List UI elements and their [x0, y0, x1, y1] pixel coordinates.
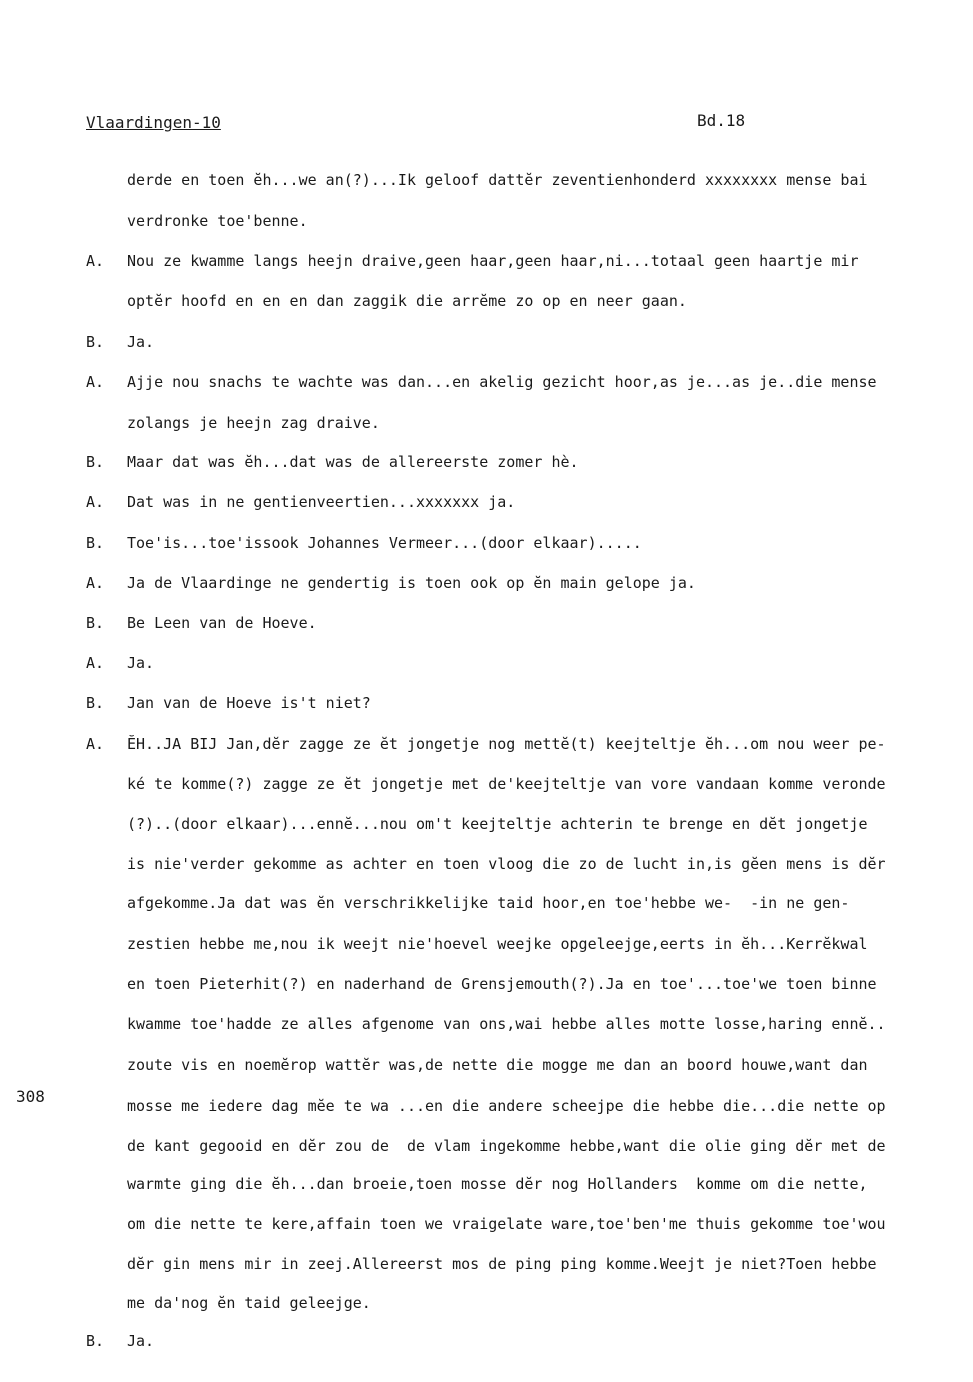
speaker-label: A.: [86, 574, 105, 592]
margin-page-number: 308: [16, 1087, 45, 1106]
line-text: warmte ging die ĕh...dan broeie,toen mosse dĕr nog Hollanders komme om die nette,: [127, 1175, 868, 1193]
line-text: is nie'verder gekomme as achter en toen vloog die zo de lucht in,is gĕen mens is dĕr: [127, 855, 886, 873]
line-text: dĕr gin mens mir in zeej.Allereerst mos de ping ping komme.Weejt je niet?Toen hebbe: [127, 1255, 877, 1273]
line-text: Dat was in ne gentienveertien...xxxxxxx ja.: [127, 493, 516, 511]
speaker-label: A.: [86, 373, 105, 391]
speaker-label: A.: [86, 735, 105, 753]
line-text: de kant gegooid en dĕr zou de de vlam ingekomme hebbe,want die olie ging dĕr met de: [127, 1137, 886, 1155]
line-text: mosse me iedere dag mĕe te wa ...en die andere scheejpe die hebbe die...die nette op: [127, 1097, 886, 1115]
line-text: me da'nog ĕn taid geleejge.: [127, 1294, 371, 1312]
line-text: ké te komme(?) zagge ze ĕt jongetje met de'keejteltje van vore vandaan komme veronde: [127, 775, 886, 793]
line-text: derde en toen ĕh...we an(?)...Ik geloof dattĕr zeventienhonderd xxxxxxxx mense bai: [127, 171, 868, 189]
speaker-label: A.: [86, 493, 105, 511]
speaker-label: B.: [86, 453, 105, 471]
line-text: verdronke toe'benne.: [127, 212, 308, 230]
line-text: om die nette te kere,affain toen we vraigelate ware,toe'ben'me thuis gekomme toe'wou: [127, 1215, 886, 1233]
line-text: Ja.: [127, 1332, 155, 1350]
line-text: Ja.: [127, 654, 155, 672]
line-text: afgekomme.Ja dat was ĕn verschrikkelijke taid hoor,en toe'hebbe we- -in ne gen-: [127, 894, 850, 912]
line-text: Ja de Vlaardinge ne gendertig is toen ook op ĕn main gelope ja.: [127, 574, 696, 592]
line-text: kwamme toe'hadde ze alles afgenome van ons,wai hebbe alles motte losse,haring ennĕ..: [127, 1015, 886, 1033]
line-text: Ajje nou snachs te wachte was dan...en akelig gezicht hoor,as je...as je..die mense: [127, 373, 877, 391]
line-text: Toe'is...toe'issook Johannes Vermeer...(door elkaar).....: [127, 534, 642, 552]
line-text: optĕr hoofd en en en dan zaggik die arrĕme zo op en neer gaan.: [127, 292, 687, 310]
line-text: zolangs je heejn zag draive.: [127, 414, 380, 432]
line-text: zestien hebbe me,nou ik weejt nie'hoevel weejke opgeleejge,eerts in ĕh...Kerrĕkwal: [127, 935, 868, 953]
line-text: (?)..(door elkaar)...ennĕ...nou om't keejteltje achterin te brenge en dĕt jongetje: [127, 815, 868, 833]
line-text: en toen Pieterhit(?) en naderhand de Grensjemouth(?).Ja en toe'...toe'we toen binne: [127, 975, 877, 993]
line-text: Be Leen van de Hoeve.: [127, 614, 317, 632]
document-location-header: Vlaardingen-10: [86, 113, 221, 132]
line-text: Jan van de Hoeve is't niet?: [127, 694, 371, 712]
line-text: Maar dat was ĕh...dat was de allereerste zomer hè.: [127, 453, 579, 471]
speaker-label: B.: [86, 694, 105, 712]
speaker-label: A.: [86, 654, 105, 672]
speaker-label: B.: [86, 534, 105, 552]
line-text: Ja.: [127, 333, 155, 351]
speaker-label: B.: [86, 1332, 105, 1350]
volume-page-header: Bd.18: [697, 111, 746, 130]
line-text: zoute vis en noemĕrop wattĕr was,de nette die mogge me dan an boord houwe,want dan: [127, 1056, 868, 1074]
line-text: ĔH..JA BIJ Jan,dĕr zagge ze ĕt jongetje nog mettĕ(t) keejteltje ĕh...om nou weer pe-: [127, 735, 886, 753]
line-text: Nou ze kwamme langs heejn draive,geen haar,geen haar,ni...totaal geen haartje mir: [127, 252, 859, 270]
speaker-label: B.: [86, 614, 105, 632]
speaker-label: B.: [86, 333, 105, 351]
speaker-label: A.: [86, 252, 105, 270]
